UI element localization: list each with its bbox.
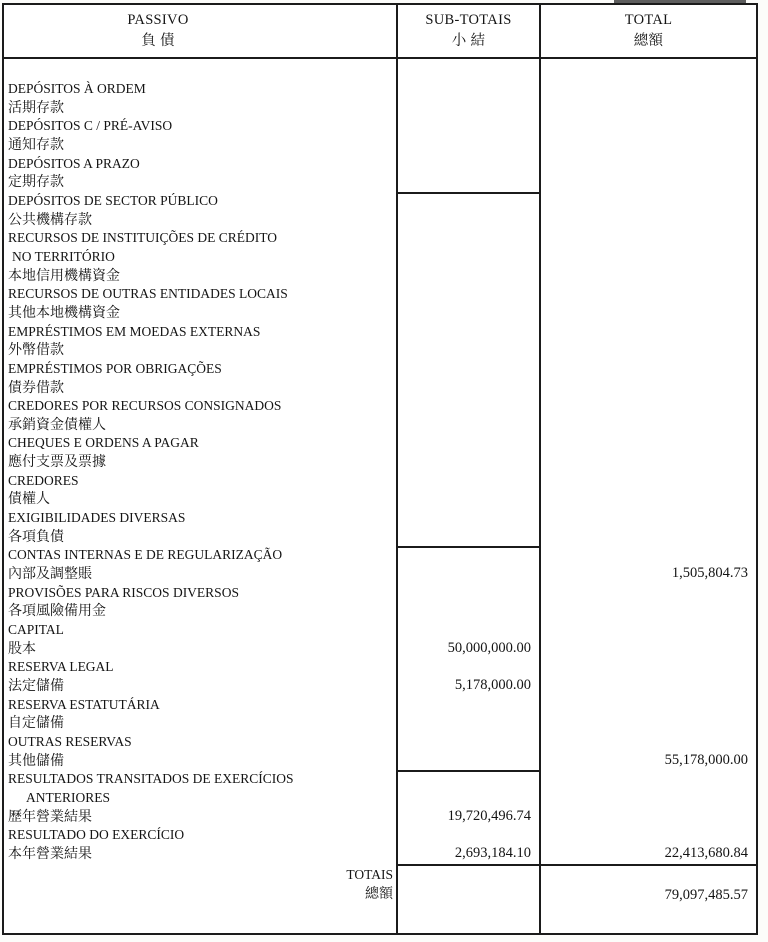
table-line	[4, 658, 756, 677]
table-line	[4, 770, 756, 789]
line-text: 歷年營業結果	[8, 809, 92, 825]
line-text: RESERVA LEGAL	[8, 659, 114, 675]
table-line	[4, 117, 756, 136]
totals-subtotal-cell	[398, 864, 541, 933]
table-line	[4, 229, 756, 248]
line-text: 自定儲備	[8, 716, 64, 732]
line-text: OUTRAS RESERVAS	[8, 733, 132, 749]
line-text: 其他儲備	[8, 753, 64, 769]
table-line	[4, 808, 756, 827]
line-text: 債權人	[8, 492, 50, 508]
table-line	[4, 285, 756, 304]
line-text: 定期存款	[8, 175, 64, 191]
table-line	[4, 99, 756, 118]
table-line	[4, 677, 756, 696]
table-line	[4, 714, 756, 733]
liabilities-table	[2, 3, 758, 935]
header-passivo-zh: 負 債	[141, 33, 175, 49]
table-line	[4, 323, 756, 342]
total-value: 22,413,680.84	[664, 844, 748, 861]
line-text: EMPRÉSTIMOS POR OBRIGAÇÕES	[8, 360, 222, 376]
total-value: 55,178,000.00	[664, 751, 748, 768]
line-text: CONTAS INTERNAS E DE REGULARIZAÇÃO	[8, 547, 283, 563]
table-line	[4, 173, 756, 192]
line-text: RESULTADO DO EXERCÍCIO	[8, 827, 185, 843]
line-text: PROVISÕES PARA RISCOS DIVERSOS	[8, 584, 239, 600]
table-line	[4, 826, 756, 845]
line-text: 其他本地機構資金	[8, 305, 120, 321]
line-text: 承銷資金債權人	[8, 417, 106, 433]
line-text: CREDORES	[8, 472, 79, 488]
line-text: RESERVA ESTATUTÁRIA	[8, 696, 160, 712]
table-line	[4, 155, 756, 174]
line-text: CREDORES POR RECURSOS CONSIGNADOS	[8, 398, 282, 414]
line-text: DEPÓSITOS A PRAZO	[8, 155, 140, 171]
totals-label-pt: TOTAIS	[346, 867, 393, 882]
subtotal-value: 5,178,000.00	[454, 677, 531, 693]
totals-row	[4, 864, 756, 933]
line-text: 債券借款	[8, 380, 64, 396]
subtotal-value: 50,000,000.00	[447, 639, 531, 656]
total-value: 1,505,804.73	[671, 565, 748, 582]
table-line	[4, 490, 756, 509]
line-text: DEPÓSITOS C / PRÉ-AVISO	[8, 118, 173, 134]
table-line	[4, 397, 756, 416]
line-text: 公共機構存款	[8, 212, 92, 228]
line-text: RECURSOS DE OUTRAS ENTIDADES LOCAIS	[8, 286, 288, 302]
table-line	[4, 472, 756, 491]
line-text: EXIGIBILIDADES DIVERSAS	[8, 510, 186, 526]
table-line	[4, 621, 756, 640]
table-header-row	[4, 5, 756, 59]
line-text: 本地信用機構資金	[8, 268, 120, 284]
table-line	[4, 211, 756, 230]
line-text: 外幣借款	[8, 343, 64, 359]
subtotal-value: 2,693,184.10	[454, 844, 531, 861]
table-line	[4, 453, 756, 472]
line-text: CHEQUES E ORDENS A PAGAR	[8, 435, 199, 451]
line-text: EMPRÉSTIMOS EM MOEDAS EXTERNAS	[8, 323, 261, 339]
table-line	[4, 192, 756, 211]
spacer-row	[4, 59, 756, 80]
line-text: 內部及調整賬	[8, 567, 92, 583]
table-line	[4, 584, 756, 603]
table-line	[4, 546, 756, 565]
table-line	[4, 80, 756, 99]
table-line	[4, 360, 756, 379]
table-line	[4, 136, 756, 155]
line-text: 各項負債	[8, 529, 64, 545]
line-text: 通知存款	[8, 137, 64, 153]
subtotal-value: 19,720,496.74	[447, 807, 531, 824]
table-line	[4, 416, 756, 435]
line-text: 活期存款	[8, 100, 64, 116]
line-text: RECURSOS DE INSTITUIÇÕES DE CRÉDITO	[8, 230, 278, 246]
header-cell-total	[541, 5, 756, 57]
header-total-pt: TOTAL	[624, 12, 673, 28]
table-line	[4, 565, 756, 584]
line-text: 應付支票及票據	[8, 455, 106, 471]
table-line	[4, 341, 756, 360]
table-line	[4, 379, 756, 398]
table-line	[4, 640, 756, 659]
grand-total-value: 79,097,485.57	[664, 887, 748, 903]
table-body	[4, 59, 756, 864]
table-line	[4, 752, 756, 771]
line-text: DEPÓSITOS À ORDEM	[8, 81, 146, 96]
line-text: CAPITAL	[8, 622, 64, 638]
table-line	[4, 267, 756, 286]
line-text: NO TERRITÓRIO	[12, 248, 115, 264]
table-line	[4, 696, 756, 715]
line-text: ANTERIORES	[26, 789, 110, 805]
header-subtotais-zh: 小 結	[451, 33, 486, 49]
line-text: DEPÓSITOS DE SECTOR PÚBLICO	[8, 192, 218, 208]
line-text: 股本	[8, 641, 36, 657]
table-line	[4, 304, 756, 323]
header-cell-passivo	[4, 5, 398, 57]
header-passivo-pt: PASSIVO	[127, 12, 189, 28]
totals-total-cell	[541, 864, 756, 933]
header-subtotais-pt: SUB-TOTAIS	[425, 12, 512, 28]
line-text: 各項風險備用金	[8, 604, 106, 620]
line-text: 法定儲備	[8, 679, 64, 694]
line-text: RESULTADOS TRANSITADOS DE EXERCÍCIOS	[8, 771, 294, 787]
table-line	[4, 434, 756, 453]
line-text: 本年營業結果	[8, 846, 92, 862]
header-total-zh: 總額	[633, 33, 664, 49]
table-line	[4, 789, 756, 808]
header-cell-subtotais	[398, 5, 541, 57]
table-line	[4, 248, 756, 267]
totals-label-zh: 總額	[365, 886, 393, 902]
table-line	[4, 733, 756, 752]
totals-label-cell	[4, 864, 398, 933]
table-line	[4, 602, 756, 621]
table-line	[4, 845, 756, 864]
table-line	[4, 528, 756, 547]
table-line	[4, 509, 756, 528]
